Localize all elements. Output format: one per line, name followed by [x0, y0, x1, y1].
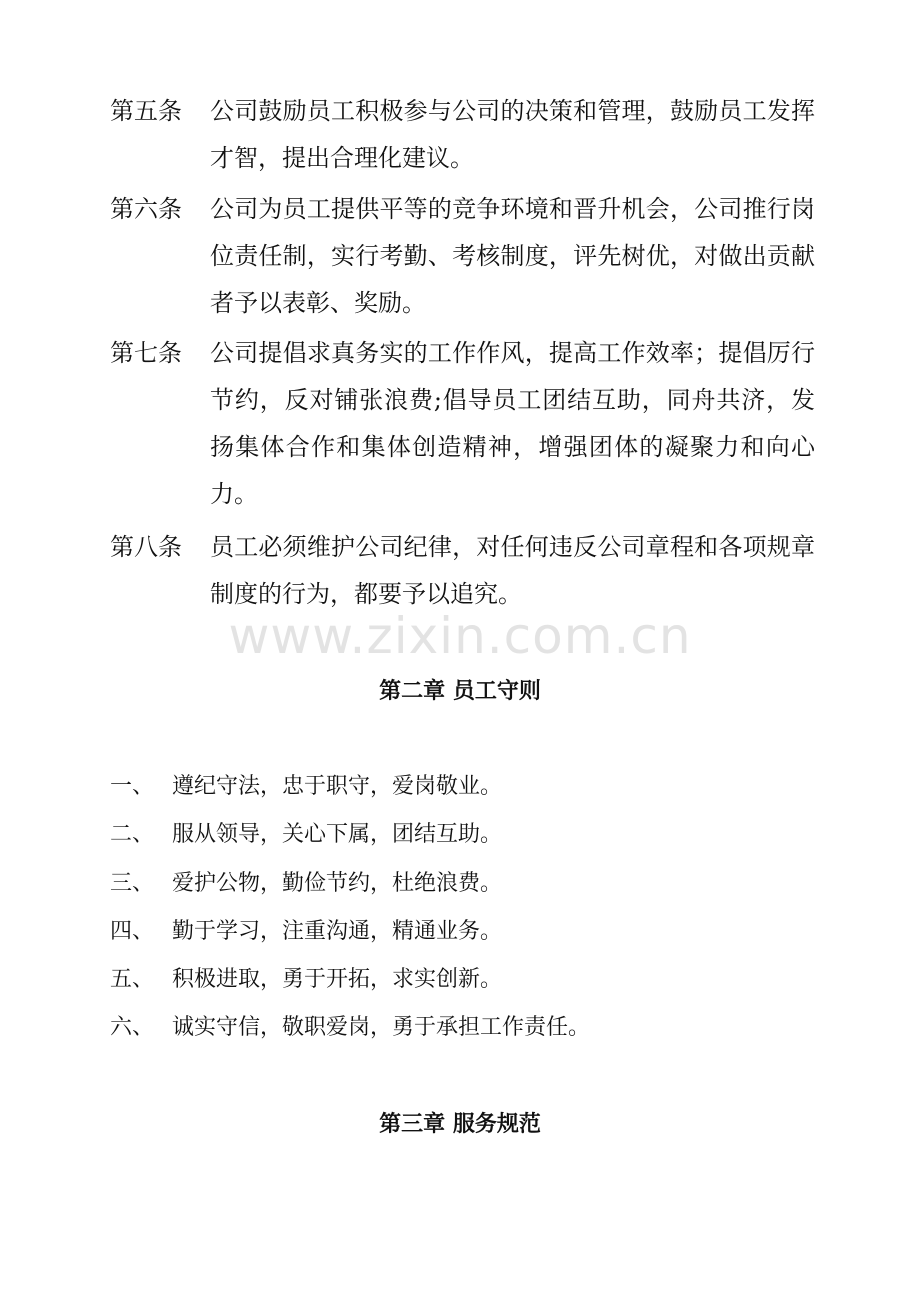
rule-item: [110, 869, 815, 899]
rule-item: [110, 965, 815, 995]
article-number: 第六条: [110, 195, 182, 223]
chapter-2-title: 第二章 员工守则: [379, 679, 541, 704]
rule-text: 诚实守信，敬职爱岗，勇于承担工作责任。: [172, 1015, 591, 1040]
rule-text: 积极进取，勇于开拓，求实创新。: [172, 967, 503, 992]
article-5: [110, 88, 815, 182]
rule-number: 二、: [110, 822, 155, 847]
article-8: [110, 524, 815, 618]
rule-number: 五、: [110, 967, 155, 992]
rule-text: 爱护公物，勤俭节约，杜绝浪费。: [172, 871, 503, 896]
article-number: 第八条: [110, 533, 182, 561]
rule-text: 遵纪守法，忠于职守，爱岗敬业。: [172, 774, 503, 799]
article-6: [110, 186, 815, 327]
article-text: 公司为员工提供平等的竞争环境和晋升机会，公司推行岗位责任制，实行考勤、考核制度，评先树优，对做出贡献者予以表彰、奖励。: [210, 195, 815, 317]
rule-item: [110, 820, 815, 850]
chapter-3-title: 第三章 服务规范: [379, 1112, 541, 1137]
article-7: [110, 330, 815, 518]
rule-item: [110, 1013, 815, 1043]
rule-number: 六、: [110, 1015, 155, 1040]
rule-number: 三、: [110, 871, 155, 896]
rule-text: 服从领导，关心下属，团结互助。: [172, 822, 503, 847]
article-number: 第七条: [110, 339, 182, 367]
article-number: 第五条: [110, 97, 182, 125]
rule-text: 勤于学习，注重沟通，精通业务。: [172, 919, 503, 944]
rule-item: [110, 772, 815, 802]
rule-number: 一、: [110, 774, 155, 799]
article-text: 公司提倡求真务实的工作作风，提高工作效率；提倡厉行节约，反对铺张浪费;倡导员工团结互助，同舟共济，发扬集体合作和集体创造精神，增强团体的凝聚力和向心力。: [210, 339, 815, 508]
article-text: 员工必须维护公司纪律，对任何违反公司章程和各项规章制度的行为，都要予以追究。: [210, 533, 815, 608]
watermark: www.zixin.com.cn: [228, 607, 692, 665]
rule-item: [110, 917, 815, 947]
rule-number: 四、: [110, 919, 155, 944]
article-text: 公司鼓励员工积极参与公司的决策和管理，鼓励员工发挥才智，提出合理化建议。: [210, 97, 815, 172]
